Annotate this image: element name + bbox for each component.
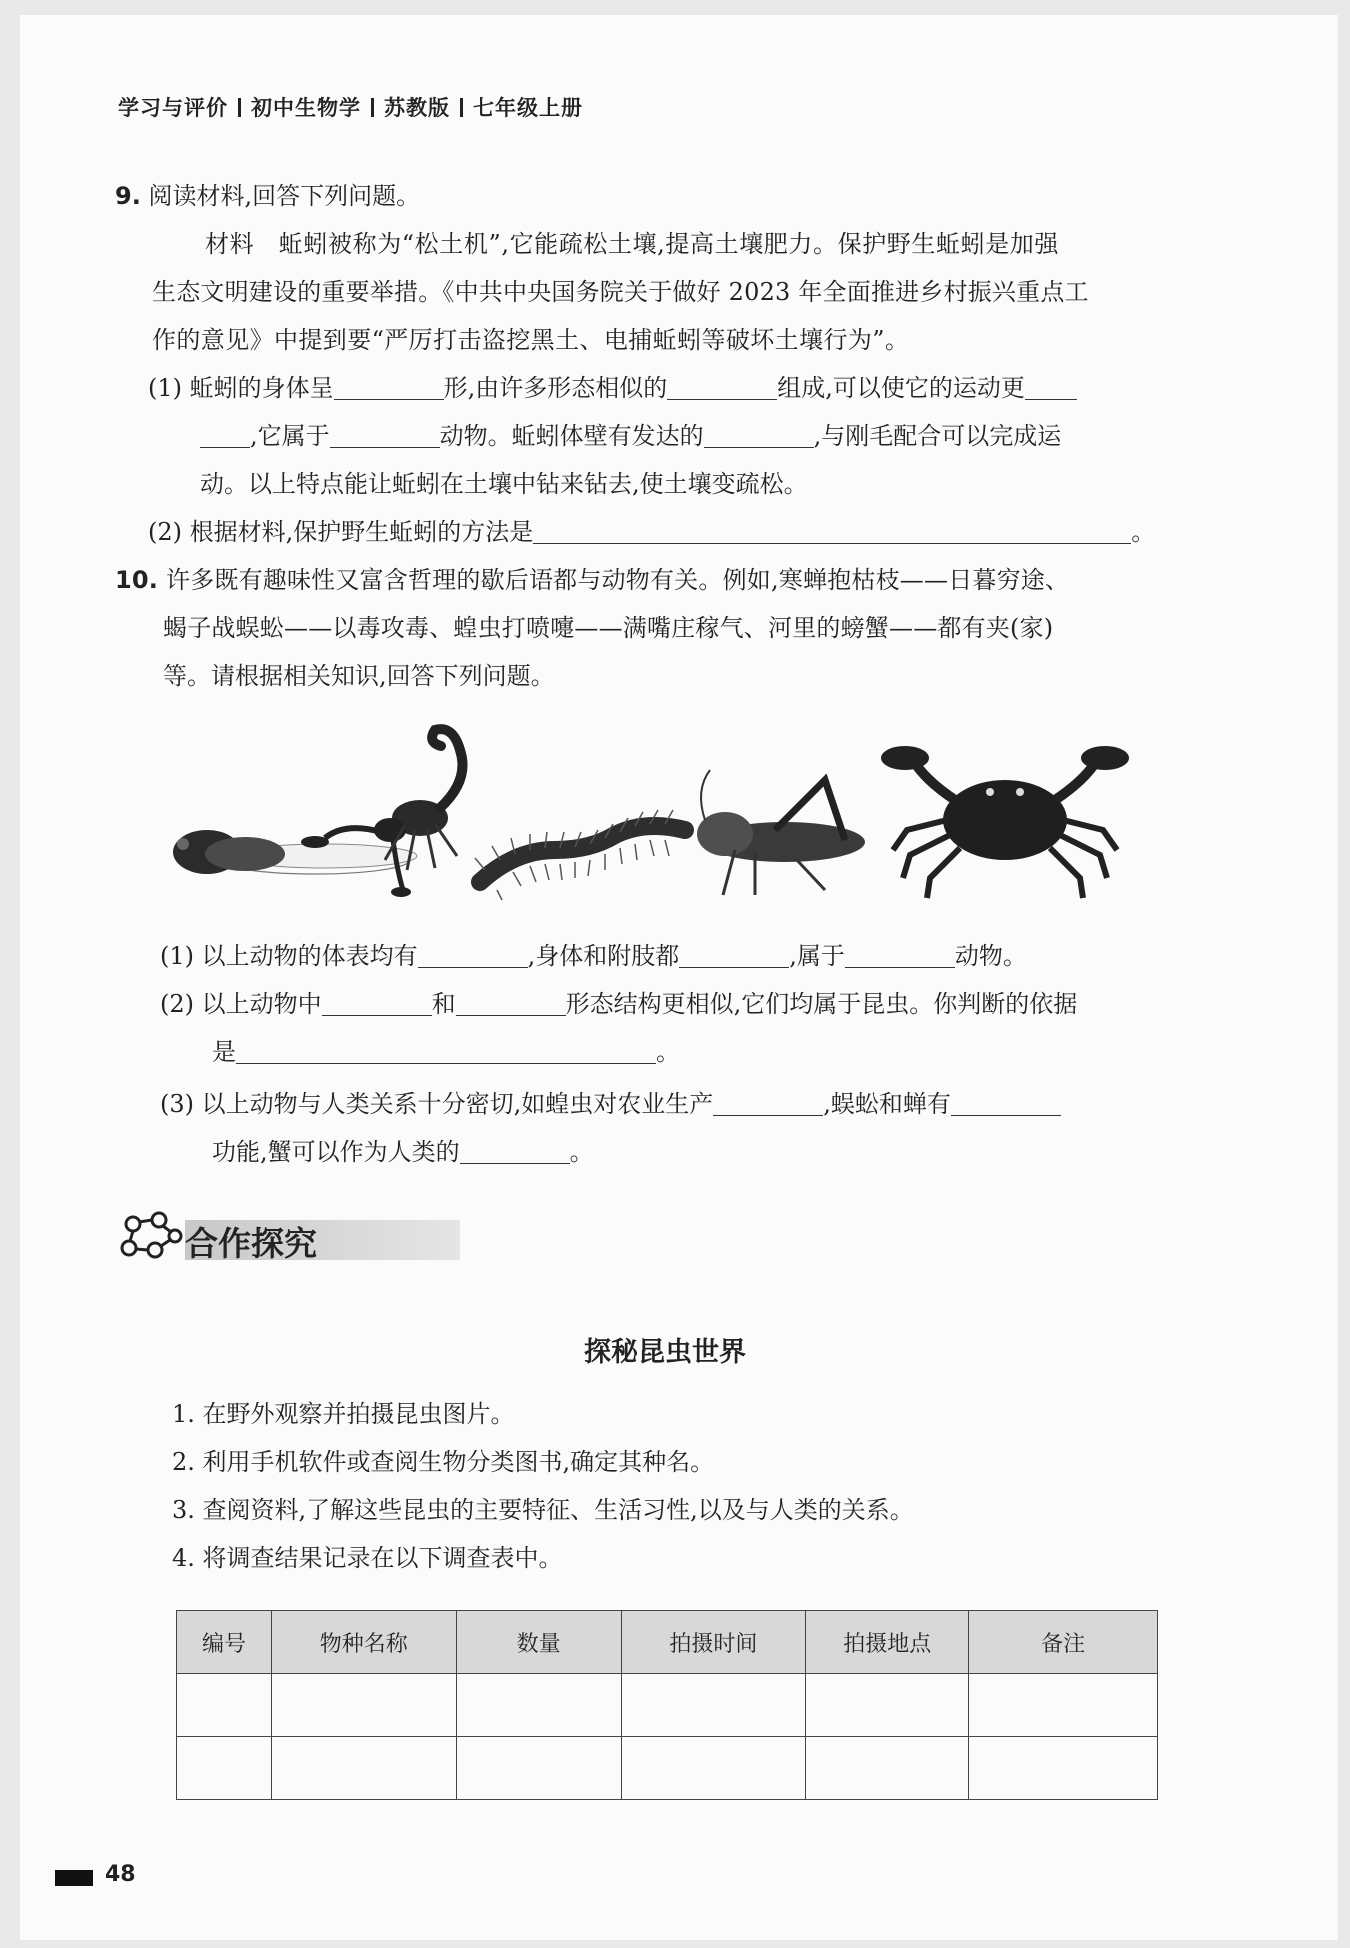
q10-stem-line1	[115, 564, 1069, 596]
q10-sub3-text: 功能,蟹可以作为人类的	[212, 1138, 460, 1166]
q10-sub3-text: ,蜈蚣和蝉有	[823, 1090, 951, 1118]
answer-blank[interactable]	[334, 373, 444, 400]
q10-sub1-text: (1) 以上动物的体表均有	[160, 942, 418, 970]
q10-sub3-line1	[160, 1088, 1061, 1120]
q10-sub3-text: (3) 以上动物与人类关系十分密切,如蝗虫对农业生产	[160, 1090, 714, 1118]
q10-sub2-text: (2) 以上动物中	[160, 990, 322, 1018]
header-part: 初中生物学	[251, 96, 361, 120]
activity-step: 3. 查阅资料,了解这些昆虫的主要特征、生活习性,以及与人类的关系。	[172, 1496, 914, 1524]
table-header-row	[177, 1611, 1158, 1674]
q10-sub2-text: 和	[431, 990, 456, 1018]
header-part: 苏教版	[384, 96, 450, 120]
q9-prompt: 阅读材料,回答下列问题。	[148, 182, 421, 210]
q10-sub1-text: ,属于	[789, 942, 845, 970]
q9-sub2	[148, 516, 1155, 548]
q10-sub3-text: 。	[569, 1138, 594, 1166]
activity-step: 2. 利用手机软件或查阅生物分类图书,确定其种名。	[172, 1448, 715, 1476]
header-separator	[238, 98, 241, 117]
table-header: 数量	[456, 1611, 621, 1674]
table-cell[interactable]	[806, 1674, 969, 1737]
answer-blank[interactable]	[951, 1089, 1061, 1116]
table-row	[177, 1737, 1158, 1800]
answer-blank[interactable]	[418, 941, 528, 968]
table-header: 物种名称	[271, 1611, 456, 1674]
section-title: 合作探究	[185, 1224, 317, 1263]
q9-material-line: 材料 蚯蚓被称为“松土机”,它能疏松土壤,提高土壤肥力。保护野生蚯蚓是加强	[205, 230, 1059, 258]
q9-sub1-line3: 动。以上特点能让蚯蚓在土壤中钻来钻去,使土壤变疏松。	[200, 470, 808, 498]
answer-blank[interactable]	[679, 941, 789, 968]
header-separator	[371, 98, 374, 117]
q10-sub1-text: ,身体和附肢都	[527, 942, 680, 970]
table-cell[interactable]	[456, 1674, 621, 1737]
q10-stem-text: 许多既有趣味性又富含哲理的歇后语都与动物有关。例如,寒蝉抱枯枝——日暮穷途、	[165, 566, 1070, 594]
q9-number: 9.	[115, 182, 141, 210]
header-part: 七年级上册	[473, 96, 583, 120]
activity-title: 探秘昆虫世界	[584, 1337, 746, 1368]
q10-sub2-line1	[160, 988, 1077, 1020]
header-separator	[460, 98, 463, 117]
q10-sub3-line2	[212, 1136, 594, 1168]
table-header: 编号	[177, 1611, 272, 1674]
q10-stem-line2: 蝎子战蜈蚣——以毒攻毒、蝗虫打喷嚏——满嘴庄稼气、河里的螃蟹——都有夹(家)	[163, 614, 1054, 642]
answer-blank[interactable]	[1025, 373, 1077, 400]
answer-blank[interactable]	[533, 517, 1131, 544]
answer-blank[interactable]	[460, 1137, 570, 1164]
page-number: 48	[105, 1862, 136, 1887]
q9-sub1-text: 组成,可以使它的运动更	[777, 374, 1025, 402]
q9-sub1-line1	[148, 372, 1077, 404]
q9-sub1-line2	[200, 420, 1061, 452]
table-cell[interactable]	[271, 1674, 456, 1737]
q10-sub1	[160, 940, 1027, 972]
table-cell[interactable]	[177, 1737, 272, 1800]
q10-sub2-text: 是	[212, 1038, 236, 1066]
q9-sub1-text: ,与刚毛配合可以完成运	[813, 422, 1062, 450]
answer-blank[interactable]	[456, 989, 566, 1016]
molecule-icon	[115, 1210, 187, 1262]
q9-sub2-text: (2) 根据材料,保护野生蚯蚓的方法是	[148, 518, 534, 546]
q9-sub1-text: 形,由许多形态相似的	[443, 374, 668, 402]
table-cell[interactable]	[271, 1737, 456, 1800]
table-header: 备注	[969, 1611, 1158, 1674]
answer-blank[interactable]	[667, 373, 777, 400]
answer-blank[interactable]	[236, 1037, 656, 1064]
table-cell[interactable]	[969, 1674, 1158, 1737]
answer-blank[interactable]	[330, 421, 440, 448]
q9-sub1-text: 动物。蚯蚓体壁有发达的	[439, 422, 704, 450]
answer-blank[interactable]	[713, 1089, 823, 1116]
survey-table	[176, 1610, 1158, 1800]
centipede-image	[475, 810, 685, 900]
table-cell[interactable]	[806, 1737, 969, 1800]
q9-material-line: 生态文明建设的重要举措。《中共中央国务院关于做好 2023 年全面推进乡村振兴重点工	[152, 278, 1089, 306]
table-row	[177, 1674, 1158, 1737]
table-header: 拍摄时间	[621, 1611, 806, 1674]
answer-blank[interactable]	[200, 421, 250, 448]
crab-image	[881, 746, 1129, 898]
table-header: 拍摄地点	[806, 1611, 969, 1674]
table-cell[interactable]	[456, 1737, 621, 1800]
header-part: 学习与评价	[118, 96, 228, 120]
answer-blank[interactable]	[704, 421, 814, 448]
q10-sub2-text: 形态结构更相似,它们均属于昆虫。你判断的依据	[565, 990, 1078, 1018]
q9-material-line: 作的意见》中提到要“严厉打击盗挖黑土、电捕蚯蚓等破坏土壤行为”。	[152, 326, 910, 354]
grasshopper-image	[697, 770, 865, 895]
q9-stem	[115, 180, 420, 212]
table-cell[interactable]	[621, 1737, 806, 1800]
q10-stem-line3: 等。请根据相关知识,回答下列问题。	[163, 662, 555, 690]
scorpion-image	[301, 729, 463, 897]
page-number-marker	[55, 1870, 93, 1886]
table-cell[interactable]	[621, 1674, 806, 1737]
q9-sub2-text: 。	[1131, 518, 1156, 546]
answer-blank[interactable]	[845, 941, 955, 968]
answer-blank[interactable]	[322, 989, 432, 1016]
q10-sub2-text: 。	[656, 1038, 680, 1066]
q10-sub1-text: 动物。	[954, 942, 1027, 970]
activity-step: 4. 将调查结果记录在以下调查表中。	[172, 1544, 563, 1572]
q9-sub1-text: ,它属于	[250, 422, 330, 450]
running-header	[118, 92, 583, 122]
animal-illustrations	[135, 720, 1205, 900]
table-cell[interactable]	[177, 1674, 272, 1737]
q10-number: 10.	[115, 566, 159, 594]
q9-sub1-text: (1) 蚯蚓的身体呈	[148, 374, 334, 402]
activity-step: 1. 在野外观察并拍摄昆虫图片。	[172, 1400, 515, 1428]
q10-sub2-line2	[212, 1036, 680, 1068]
section-heading	[115, 1210, 347, 1262]
table-cell[interactable]	[969, 1737, 1158, 1800]
